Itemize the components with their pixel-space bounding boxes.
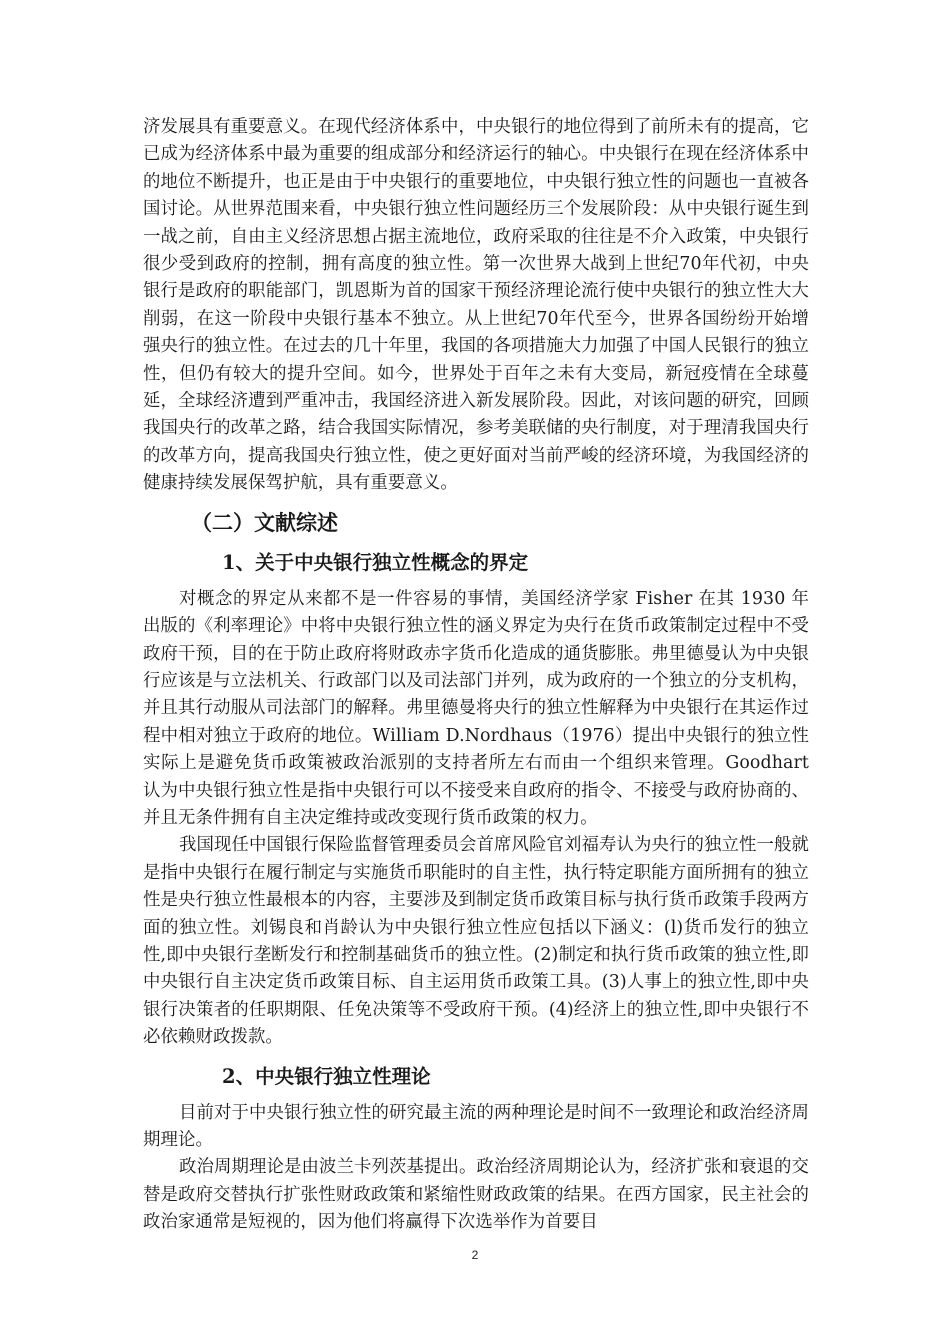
- paragraph-theory-2: 政治周期理论是由波兰卡列茨基提出。政治经济周期论认为，经济扩张和衰退的交替是政府交替执行扩张性财政政策和紧缩性财政政策的结果。在西方国家，民主社会的政治家通常是短视的，因为他们将赢得下次选举作为首要目: [143, 1157, 809, 1233]
- paragraph-theory-1: 目前对于中央银行独立性的研究最主流的两种理论是时间不一致理论和政治经济周期理论。: [143, 1102, 809, 1150]
- page-content: [143, 114, 809, 1237]
- paragraph-intro: 济发展具有重要意义。在现代经济体系中，中央银行的地位得到了前所未有的提高，它已成为经济体系中最为重要的组成部分和经济运行的轴心。中央银行在现在经济体系中的地位不断提升，也正是由于中央银行的重要地位，中央银行独立性的问题也一直被各国讨论。从世界范围来看，中央银行独立性问题经历三个发展阶段：从中央银行诞生到一战之前，自由主义经济思想占据主流地位，政府采取的往往是不介入政策，中央银行很少受到政府的控制，拥有高度的独立性。第一次世界大战到上世纪70年代初，中央银行是政府的职能部门，凯恩斯为首的国家干预经济理论流行使中央银行的独立性大大削弱，在这一阶段中央银行基本不独立。从上世纪70年代至今，世界各国纷纷开始增强央行的独立性。在过去的几十年里，我国的各项措施大力加强了中国人民银行的独立性，但仍有较大的提升空间。如今，世界处于百年之未有大变局，新冠疫情在全球蔓延，全球经济遭到严重冲击，我国经济进入新发展阶段。因此，对该问题的研究，回顾我国央行的改革之路，结合我国实际情况，参考美联储的央行制度，对于理清我国央行的改革方向，提高我国央行独立性，使之更好面对当前严峻的经济环境，为我国经济的健康持续发展保驾护航，具有重要意义。: [143, 117, 809, 494]
- paragraph-definition-1: 对概念的界定从来都不是一件容易的事情，美国经济学家 Fisher 在其 1930 年出版的《利率理论》中将中央银行独立性的涵义界定为央行在货币政策制定过程中不受政府干预，目的在于防止政府将财政赤字货币化造成的通货膨胀。弗里德曼认为中央银行应该是与立法机关、行政部门以及司法部门并列，成为政府的一个独立的分支机构，并且其行动服从司法部门的解释。弗里德曼将央行的独立性解释为中央银行在其运作过程中相对独立于政府的地位。William D.Nordhaus（1976）提出中央银行的独立性实际上是避免货币政策被政治派别的支持者所左右而由一个组织来管理。Goodhart 认为中央银行独立性是指中央银行可以不接受来自政府的指令、不接受与政府协商的、并且无条件拥有自主决定维持或改变现行货币政策的权力。: [143, 588, 809, 828]
- page-number: 2: [471, 1248, 479, 1262]
- subsection-heading-definition: 1、关于中央银行独立性概念的界定: [222, 550, 529, 574]
- section-heading-literature-review: （二）文献综述: [191, 509, 338, 535]
- paragraph-definition-2: 我国现任中国银行保险监督管理委员会首席风险官刘福寿认为央行的独立性一般就是指中央银行在履行制定与实施货币职能时的自主性，执行特定职能方面所拥有的独立性是央行独立性最根本的内容，主要涉及到制定货币政策目标与执行货币政策手段两方面的独立性。刘锡良和肖龄认为中央银行独立性应包括以下涵义：(l)货币发行的独立性,即中央银行垄断发行和控制基础货币的独立性。(2)制定和执行货币政策的独立性,即中央银行自主决定货币政策目标、自主运用货币政策工具。(3)人事上的独立性,即中央银行决策者的任职期限、任免决策等不受政府干预。(4)经济上的独立性,即中央银行不必依赖财政拨款。: [143, 835, 809, 1048]
- subsection-heading-theory: 2、中央银行独立性理论: [222, 1064, 431, 1088]
